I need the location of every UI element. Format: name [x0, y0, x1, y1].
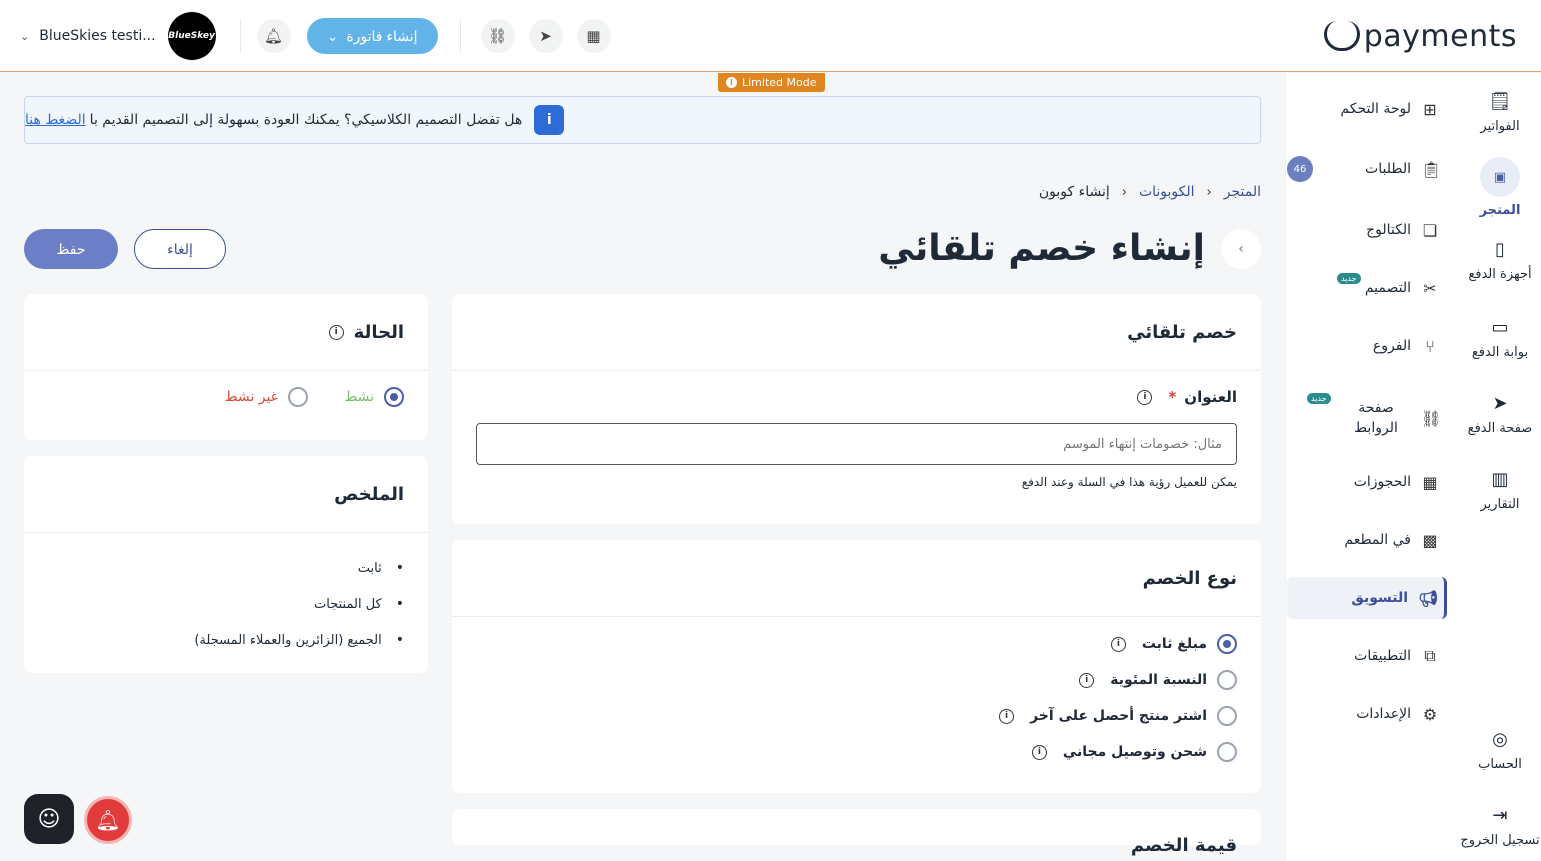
cancel-button[interactable]: إلغاء [134, 229, 226, 269]
radio-button[interactable] [1217, 742, 1237, 762]
card-title: نوع الخصم [1142, 567, 1237, 589]
card-header [452, 294, 1261, 371]
card-title: الملخص [334, 483, 404, 505]
radio-button[interactable] [1217, 634, 1237, 654]
rail-item-invoices[interactable] [1459, 91, 1541, 134]
new-badge: جديد [1307, 393, 1331, 404]
option-label: النسبة المئوية [1110, 672, 1207, 688]
title-help-text: يمكن للعميل رؤية هذا في السلة وعند الدفع [1021, 475, 1237, 489]
invoice-icon: 🗒 [1488, 91, 1512, 112]
card-header [24, 456, 428, 533]
account-name: BlueSkies testi... [39, 28, 156, 44]
chevron-left-icon: ‹ [1206, 184, 1212, 200]
info-icon[interactable]: i [1137, 390, 1152, 405]
radio-button[interactable] [1217, 706, 1237, 726]
menu-item-marketing[interactable] [1287, 577, 1447, 619]
rail-item-payment-page[interactable] [1459, 393, 1541, 436]
chevron-down-icon: ⌄ [326, 27, 339, 44]
limited-mode-badge [718, 73, 825, 92]
classic-design-banner [24, 96, 1261, 144]
chevron-left-icon: ‹ [1121, 184, 1127, 200]
card-header [24, 294, 428, 371]
status-option-active[interactable] [344, 387, 404, 407]
rail-item-gateway[interactable] [1459, 317, 1541, 360]
dashboard-icon: ⊞ [1423, 99, 1437, 119]
breadcrumb-current: إنشاء كوبون [1038, 184, 1110, 200]
menu-label: الفروع [1372, 338, 1411, 354]
list-item: • كل المنتجات [194, 586, 404, 622]
gateway-icon: ▭ [1491, 317, 1509, 338]
link-icon: ⛓ [1421, 408, 1442, 428]
option-label: مبلغ ثابت [1141, 636, 1207, 652]
menu-item-dashboard[interactable] [1287, 88, 1447, 130]
info-icon[interactable]: i [1079, 673, 1094, 688]
back-button[interactable] [1221, 229, 1261, 269]
list-item: • ثابت [194, 550, 404, 586]
breadcrumb [1039, 184, 1261, 200]
account-switcher[interactable] [20, 28, 156, 44]
menu-label: لوحة التحكم [1340, 101, 1411, 117]
account-icon: ◎ [1492, 729, 1508, 750]
status-option-inactive[interactable] [225, 387, 308, 407]
divider [240, 20, 241, 52]
gear-icon: ⚙ [1422, 704, 1438, 724]
menu-item-apps[interactable] [1287, 635, 1447, 677]
label-text: العنوان [1184, 388, 1237, 406]
status-card [24, 294, 428, 440]
apps-icon: ⧉ [1424, 646, 1436, 665]
logout-icon: ⇥ [1492, 805, 1508, 826]
branch-icon: ⑂ [1425, 336, 1435, 356]
card-header [452, 540, 1261, 617]
notifications-button[interactable] [257, 19, 291, 53]
chat-bot-button[interactable] [24, 794, 74, 844]
bell-icon: 🔔︎ [264, 27, 284, 45]
rail-label: التقارير [1480, 497, 1520, 512]
list-item: • الجميع (الزائرين والعملاء المسجلة) [194, 622, 404, 658]
logo-text: payments [1363, 18, 1517, 54]
top-bar [0, 0, 1541, 72]
rail-label: بوابة الدفع [1471, 345, 1529, 360]
rail-item-reports[interactable] [1459, 469, 1541, 512]
banner-text: هل تفضل التصميم الكلاسيكي؟ يمكنك العودة بسهولة إلى التصميم القديم با [89, 112, 523, 128]
discount-option-percentage[interactable] [1079, 670, 1237, 690]
qr-icon: ▩ [1422, 530, 1438, 550]
quick-icons [454, 19, 611, 53]
card-title: قيمة الخصم [1130, 835, 1237, 856]
divider [460, 20, 461, 52]
menu-label: الطلبات [1365, 161, 1411, 177]
radio-button[interactable] [1217, 670, 1237, 690]
new-badge: جديد [1337, 273, 1361, 284]
design-icon: ✂ [1423, 278, 1437, 298]
send-icon: ➤ [539, 27, 552, 45]
menu-label: الكتالوج [1366, 222, 1411, 238]
send-icon: ➤ [1492, 393, 1508, 414]
menu-label: الحجوزات [1353, 474, 1411, 490]
info-icon[interactable]: i [1032, 745, 1047, 760]
pos-device-icon: ▯ [1495, 239, 1505, 260]
option-label: اشتر منتج أحصل على آخر [1030, 708, 1207, 724]
store-icon: ▣ [1480, 157, 1520, 197]
reports-icon: ▥ [1491, 469, 1509, 490]
breadcrumb-store[interactable]: المتجر [1223, 184, 1261, 200]
menu-item-orders[interactable] [1287, 148, 1447, 190]
summary-card [24, 456, 428, 673]
top-bar-actions [20, 12, 611, 60]
push-notification-button[interactable] [84, 796, 132, 844]
robot-icon: ☺ [37, 806, 61, 832]
menu-item-settings[interactable] [1287, 693, 1447, 735]
rail-label: أجهزة الدفع [1468, 267, 1532, 282]
menu-label: في المطعم [1344, 532, 1411, 548]
auto-discount-card [452, 294, 1261, 524]
grid-icon: ▦ [586, 27, 601, 45]
page-title: إنشاء خصم تلقائي [878, 228, 1205, 269]
info-icon[interactable]: i [999, 709, 1014, 724]
limited-mode-label: Limited Mode [742, 76, 817, 89]
chevron-down-icon: ⌄ [20, 29, 30, 43]
info-icon[interactable]: i [329, 325, 344, 340]
megaphone-icon: 📢︎ [1418, 588, 1439, 608]
link-icon: ⛓ [487, 27, 508, 45]
menu-label: صفحة الروابط [1354, 400, 1398, 436]
menu-item-bookings[interactable] [1287, 461, 1447, 503]
create-invoice-button[interactable] [307, 18, 438, 54]
summary-list [194, 550, 404, 658]
rail-label: الحساب [1478, 757, 1522, 772]
send-button[interactable] [529, 19, 563, 53]
menu-label: الإعدادات [1356, 706, 1411, 722]
rail-item-account[interactable] [1459, 729, 1541, 772]
menu-item-design[interactable] [1287, 267, 1447, 309]
chevron-right-icon: › [1238, 240, 1244, 257]
menu-label: التطبيقات [1354, 648, 1411, 664]
breadcrumb-coupons[interactable]: الكوبونات [1138, 184, 1195, 200]
menu-item-catalog[interactable] [1287, 209, 1447, 251]
menu-item-restaurant[interactable] [1287, 519, 1447, 561]
card-title: خصم تلقائي [1127, 321, 1237, 343]
bell-icon: 🔔︎ [95, 808, 121, 832]
rail-label: صفحة الدفع [1467, 421, 1533, 436]
logo[interactable] [1324, 18, 1517, 54]
menu-item-branches[interactable] [1287, 325, 1447, 367]
info-icon[interactable]: i [1111, 637, 1126, 652]
discount-option-fixed[interactable] [1111, 634, 1237, 654]
sidebar-rail [1459, 73, 1541, 861]
card-title: الحالة [353, 321, 404, 343]
rail-label: الفواتير [1480, 119, 1520, 134]
link-button[interactable] [481, 19, 515, 53]
rail-item-pos-devices[interactable] [1459, 239, 1541, 282]
clipboard-icon: 📋︎ [1421, 159, 1442, 179]
calendar-icon: ▦ [1422, 472, 1438, 492]
discount-option-free-shipping[interactable] [1032, 742, 1237, 762]
title-input[interactable] [476, 423, 1237, 465]
menu-label: التصميم [1364, 280, 1411, 296]
option-label: نشط [344, 389, 374, 405]
rail-item-store[interactable] [1459, 157, 1541, 218]
discount-option-bogo[interactable] [999, 706, 1237, 726]
rail-label: تسجيل الخروج [1460, 833, 1540, 848]
logo-mark [1324, 21, 1360, 51]
radio-button[interactable] [384, 387, 404, 407]
title-row [878, 228, 1261, 269]
rail-label: المتجر [1479, 203, 1521, 218]
discount-type-card [452, 540, 1261, 793]
option-label: غير نشط [224, 389, 278, 405]
apps-button[interactable] [577, 19, 611, 53]
info-icon: i [534, 105, 564, 135]
catalog-icon: ❏ [1422, 220, 1438, 240]
rail-item-logout[interactable] [1459, 805, 1541, 848]
required-mark: * [1168, 388, 1177, 406]
sidebar-menu [1285, 73, 1459, 861]
option-label: شحن وتوصيل مجاني [1062, 744, 1207, 760]
avatar[interactable]: BlueSkey [168, 12, 216, 60]
save-button[interactable]: حفظ [24, 229, 118, 269]
discount-value-card [452, 809, 1261, 856]
radio-button[interactable] [288, 387, 308, 407]
banner-link[interactable]: الضغط هنا [25, 112, 86, 128]
create-invoice-label: إنشاء فاتورة [346, 27, 418, 44]
title-field-label [1137, 388, 1237, 406]
menu-label: التسويق [1351, 590, 1408, 606]
orders-count-badge: 46 [1287, 156, 1313, 182]
menu-item-links-page[interactable] [1287, 393, 1447, 443]
info-icon: i [726, 77, 737, 88]
